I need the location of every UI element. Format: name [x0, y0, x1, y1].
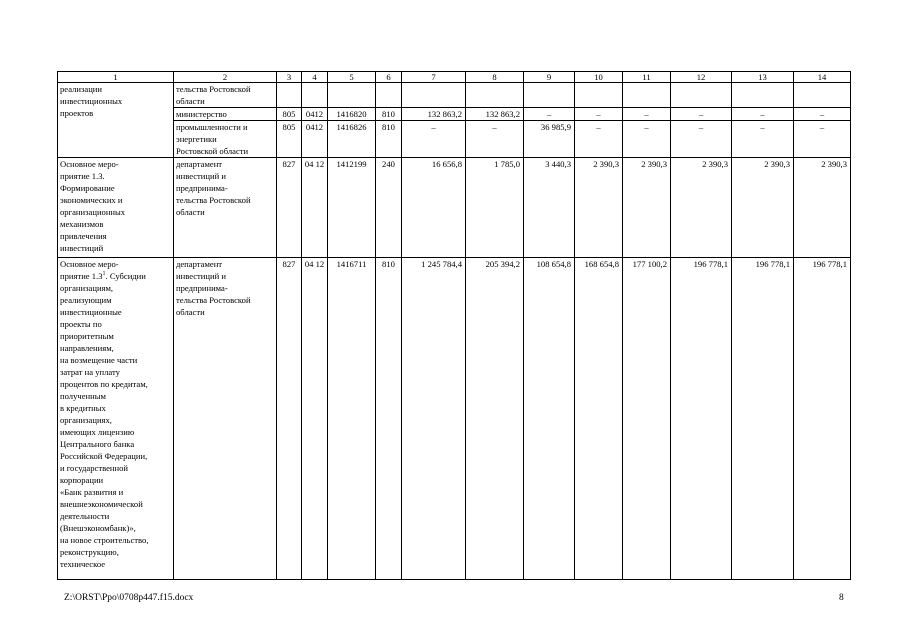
- rzpr-code: 0412: [302, 108, 328, 121]
- vr-code: 240: [376, 158, 402, 258]
- year-value: 132 863,2: [466, 108, 524, 121]
- csr-code: 1416820: [328, 108, 376, 121]
- executor-cell: министерство: [174, 108, 277, 121]
- year-value: –: [524, 108, 575, 121]
- column-header: 3: [277, 72, 302, 83]
- grbs-code: 827: [277, 158, 302, 258]
- vr-code: 810: [376, 121, 402, 158]
- executor-cell: департамент инвестиций и предпринима- тельства Ростовской области: [174, 158, 277, 258]
- year-value: –: [466, 121, 524, 158]
- table-row: [58, 121, 851, 158]
- rzpr-code: 0412: [302, 121, 328, 158]
- year-value: 196 778,1: [732, 258, 794, 580]
- measure-name-lead: Основное меро- приятие 1.3: [60, 259, 119, 281]
- year-value: 196 778,1: [794, 258, 851, 580]
- column-header: 2: [174, 72, 277, 83]
- year-value: 2 390,3: [671, 158, 732, 258]
- year-value: 108 654,8: [524, 258, 575, 580]
- year-value: 205 394,2: [466, 258, 524, 580]
- column-header: 1: [58, 72, 174, 83]
- vr-code: 810: [376, 258, 402, 580]
- total-value: 16 656,8: [402, 158, 466, 258]
- executor-cell: промышленности и энергетики Ростовской области: [174, 121, 277, 158]
- table-row: [58, 83, 851, 108]
- year-value: 2 390,3: [794, 158, 851, 258]
- year-value: –: [794, 121, 851, 158]
- table-row: [58, 108, 851, 121]
- column-header: 7: [402, 72, 466, 83]
- year-value: 168 654,8: [575, 258, 623, 580]
- budget-table: [57, 71, 851, 580]
- executor-cell: тельства Ростовской области: [174, 83, 277, 108]
- year-value: 36 985,9: [524, 121, 575, 158]
- grbs-code: 805: [277, 108, 302, 121]
- measure-name-cell: Основное меро- приятие 1.3. Формирование экономических и организационных механизмов привлечения инвестиций: [58, 158, 174, 258]
- year-value: –: [623, 121, 671, 158]
- year-value: 2 390,3: [575, 158, 623, 258]
- total-value: 132 863,2: [402, 108, 466, 121]
- year-value: –: [623, 108, 671, 121]
- column-header: 8: [466, 72, 524, 83]
- vr-code: 810: [376, 108, 402, 121]
- rzpr-code: 04 12: [302, 258, 328, 580]
- year-value: 2 390,3: [732, 158, 794, 258]
- column-header: 11: [623, 72, 671, 83]
- year-value: –: [732, 121, 794, 158]
- footnote-marker: 1: [102, 271, 106, 278]
- total-value: 1 245 784,4: [402, 258, 466, 580]
- measure-name-cell: [58, 258, 174, 580]
- executor-cell: департамент инвестиций и предпринима- тельства Ростовской области: [174, 258, 277, 580]
- page-number: 8: [839, 593, 844, 603]
- year-value: 177 100,2: [623, 258, 671, 580]
- year-value: 2 390,3: [623, 158, 671, 258]
- table-row: [58, 158, 851, 258]
- year-value: 196 778,1: [671, 258, 732, 580]
- document-file-path: Z:\ORST\Ppo\0708p447.f15.docx: [64, 593, 194, 603]
- year-value: 1 785,0: [466, 158, 524, 258]
- total-value: –: [402, 121, 466, 158]
- column-header: 14: [794, 72, 851, 83]
- year-value: –: [732, 108, 794, 121]
- year-value: –: [575, 108, 623, 121]
- column-header: 6: [376, 72, 402, 83]
- year-value: –: [671, 121, 732, 158]
- measure-name-rest: . Субсидии организациям, реализующим инвестиционные проекты по приоритетным направлениям, на возмещение части затрат на уплату процентов по кредитам, полученным в кредитных организациях, имеющих лицензию Центрального банка Российской Федерации, и государственной корпорации «Банк развития и внешнеэкономической деятельности (Внешэкономбанк)», на новое строительство, реконструкцию, техническое: [60, 271, 149, 569]
- header-row: [58, 72, 851, 83]
- grbs-code: 805: [277, 121, 302, 158]
- rzpr-code: 04 12: [302, 158, 328, 258]
- column-header: 10: [575, 72, 623, 83]
- column-header: 13: [732, 72, 794, 83]
- measure-name-cell: реализации инвестиционных проектов: [58, 83, 174, 158]
- csr-code: 1416826: [328, 121, 376, 158]
- column-header: 12: [671, 72, 732, 83]
- column-header: 9: [524, 72, 575, 83]
- csr-code: 1416711: [328, 258, 376, 580]
- table-row: [58, 258, 851, 580]
- grbs-code: 827: [277, 258, 302, 580]
- year-value: –: [575, 121, 623, 158]
- year-value: 3 440,3: [524, 158, 575, 258]
- year-value: –: [794, 108, 851, 121]
- csr-code: 1412199: [328, 158, 376, 258]
- year-value: –: [671, 108, 732, 121]
- column-header: 5: [328, 72, 376, 83]
- column-header: 4: [302, 72, 328, 83]
